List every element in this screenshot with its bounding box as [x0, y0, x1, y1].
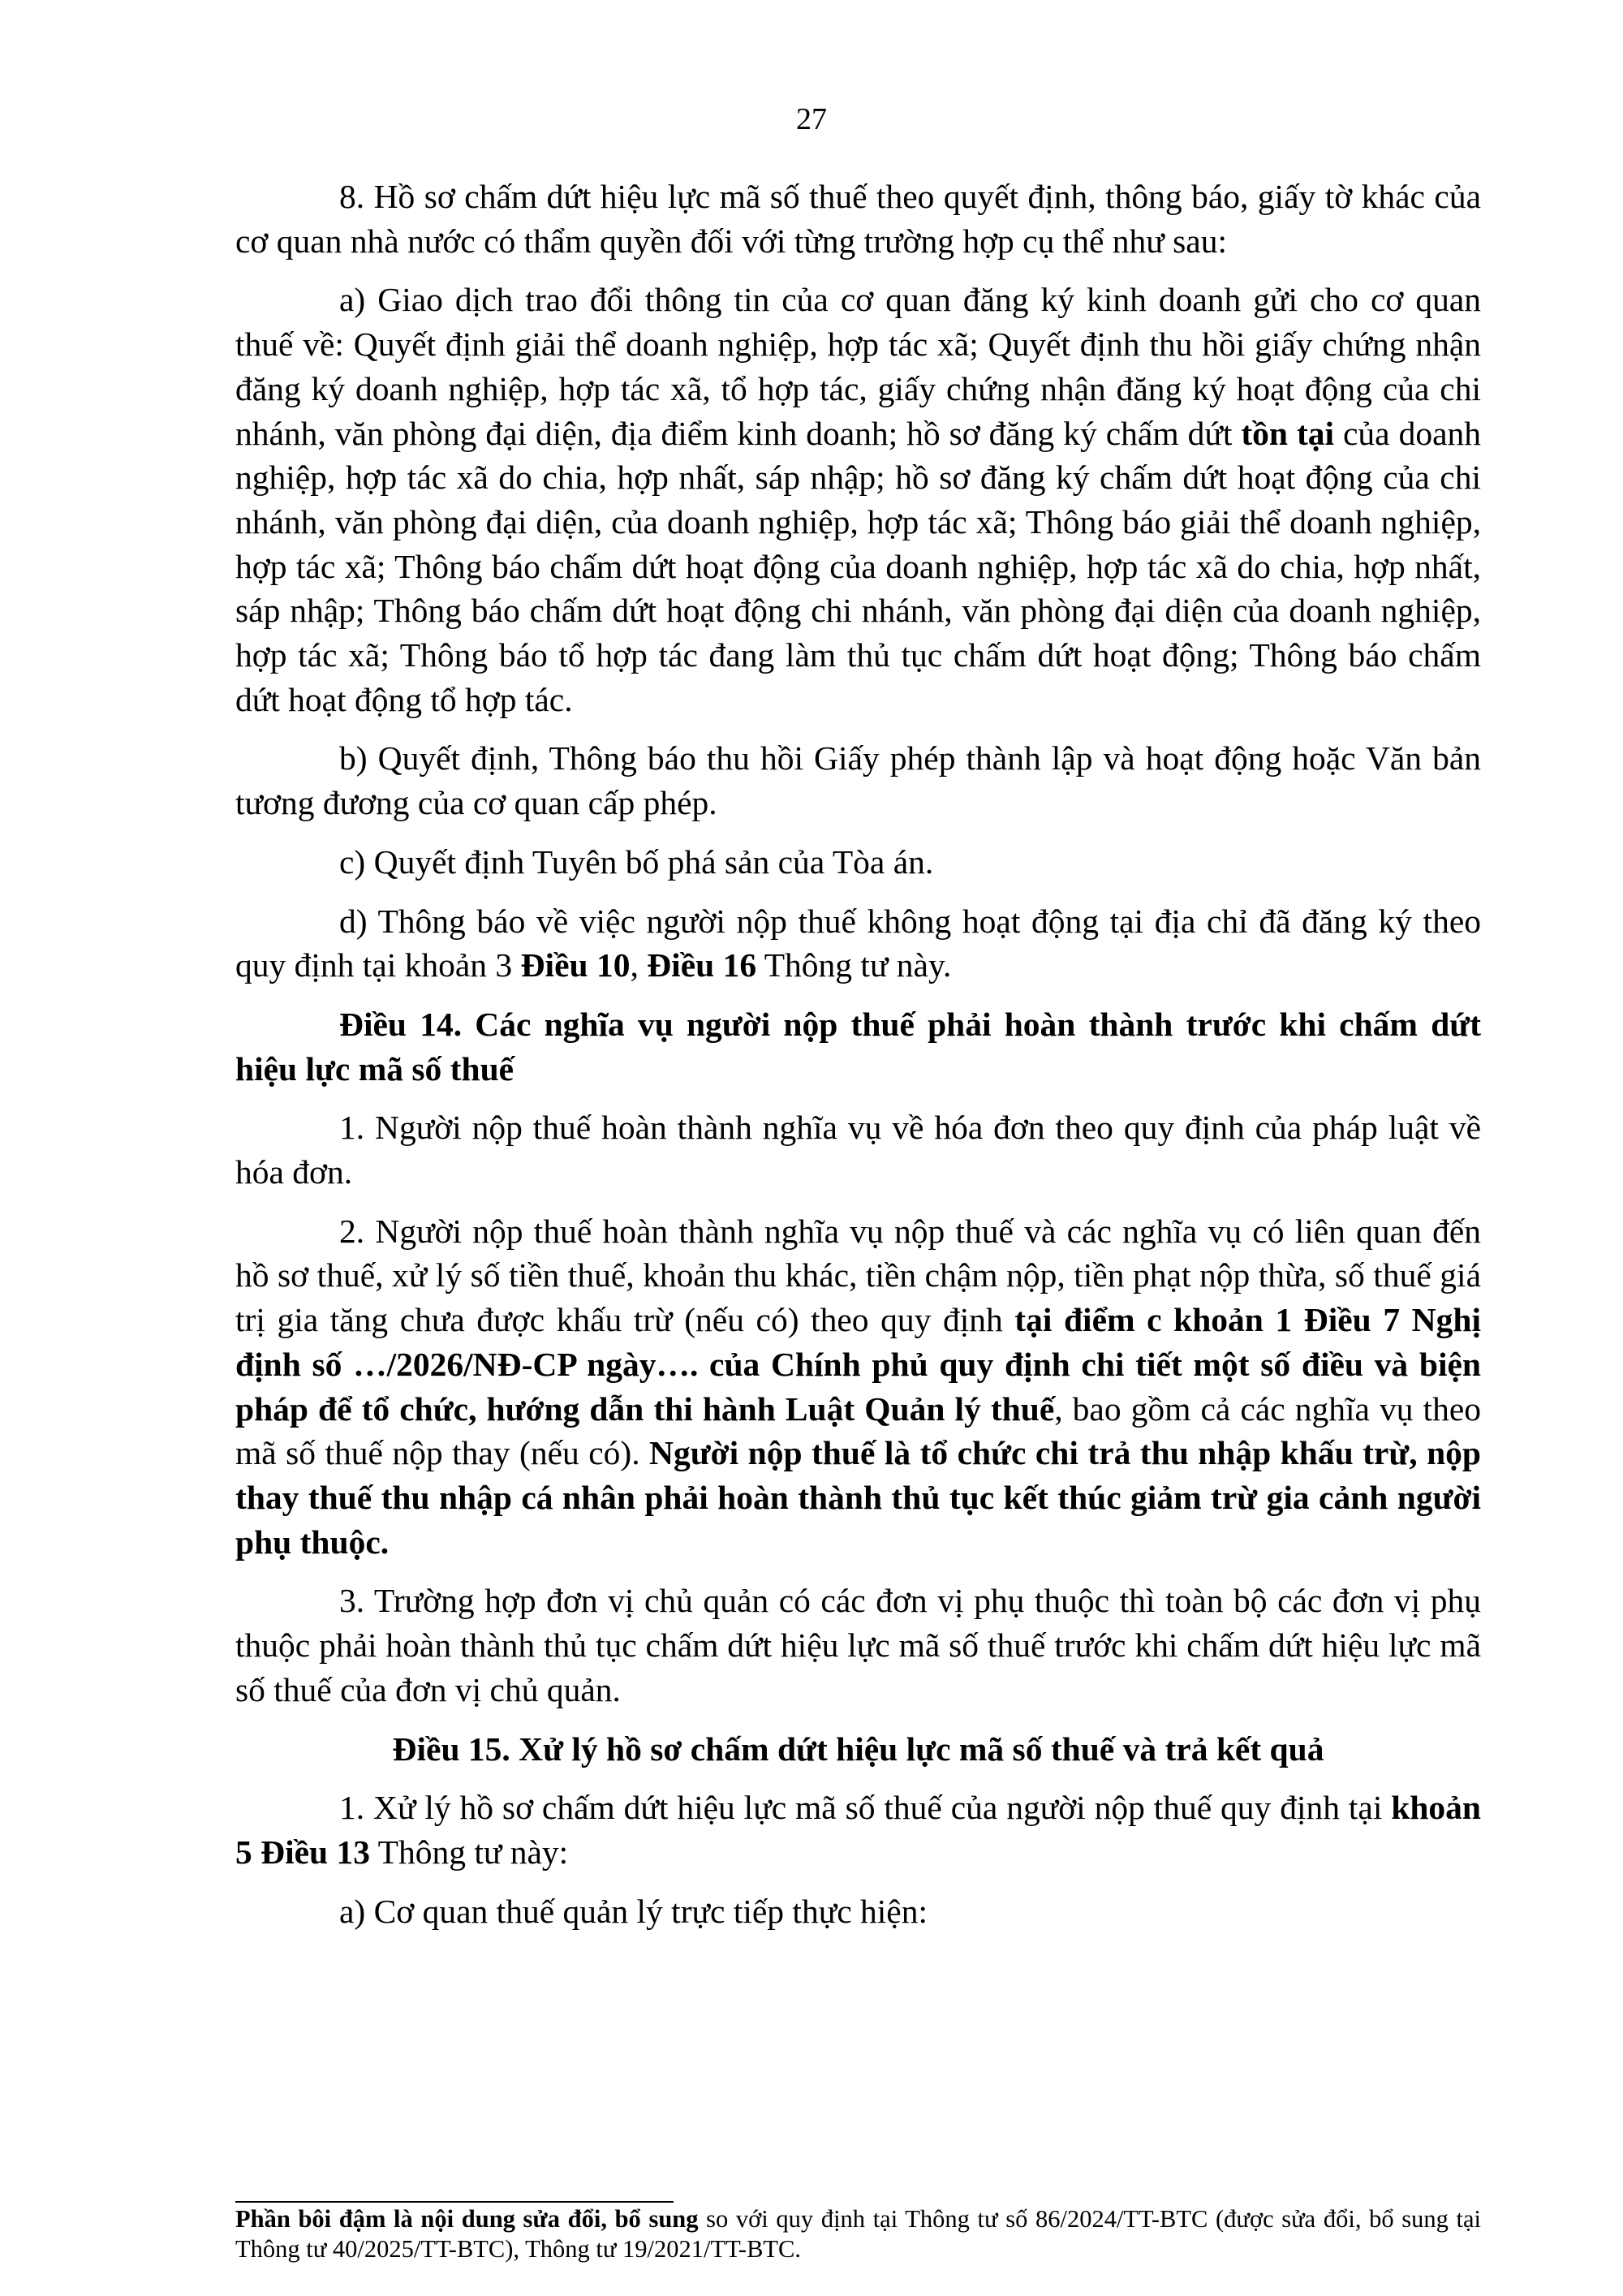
bold-amendment: khoản 5 Điều 13: [235, 1789, 1481, 1871]
text-run: ,: [630, 946, 648, 984]
article-14-clause-3: 3. Trường hợp đơn vị chủ quản có các đơn vị phụ thuộc thì toàn bộ các đơn vị phụ thuộc phải hoàn thành thủ tục chấm dứt hiệu lực mã số thuế trước khi chấm dứt hiệu lực mã số thuế của đơn vị chủ quản.: [235, 1582, 1481, 1708]
text-run: 2. Người nộp thuế hoàn thành nghĩa vụ nộp thuế và các nghĩa vụ có liên quan đến hồ sơ thuế, xử lý số tiền thuế, khoản thu khác, tiền chậm nộp, tiền phạt nộp thừa, số thuế giá trị gia tăng chưa được khấu trừ (nếu có) theo quy định: [235, 1212, 1481, 1339]
bold-amendment: Điều 16: [647, 946, 757, 984]
text-run: của doanh nghiệp, hợp tác xã do chia, hợp nhất, sáp nhập; hồ sơ đăng ký chấm dứt hoạt động của chi nhánh, văn phòng đại diện, của doanh nghiệp, hợp tác xã; Thông báo giải thể doanh nghiệp, hợp tác xã; Thông báo chấm dứt hoạt động của doanh nghiệp, hợp tác xã do chia, hợp nhất, sáp nhập; Thông báo chấm dứt hoạt động chi nhánh, văn phòng đại diện của doanh nghiệp, hợp tác xã; Thông báo tổ hợp tác đang làm thủ tục chấm dứt hoạt động; Thông báo chấm dứt hoạt động tổ hợp tác.: [235, 414, 1481, 718]
paragraph-8d: [235, 899, 1481, 988]
article-15-clause-1a: a) Cơ quan thuế quản lý trực tiếp thực hiện:: [339, 1892, 928, 1930]
footnote-bold: Phần bôi đậm là nội dung sửa đổi, bổ sung: [235, 2205, 699, 2233]
text-run: , bao gồm cả các nghĩa vụ theo mã số thuế nộp thay (nếu có).: [235, 1389, 1481, 1472]
paragraph-8: 8. Hồ sơ chấm dứt hiệu lực mã số thuế theo quyết định, thông báo, giấy tờ khác của cơ quan nhà nước có thẩm quyền đối với từng trường hợp cụ thể như sau:: [235, 178, 1481, 260]
document-body: [235, 174, 1481, 1948]
bold-amendment: Người nộp thuế là tổ chức chi trả thu nhập khấu trừ, nộp thay thuế thu nhập cá nhân phải hoàn thành thủ tục kết thúc giảm trừ gia cảnh người phụ thuộc.: [235, 1434, 1481, 1561]
article-14-heading: Điều 14. Các nghĩa vụ người nộp thuế phải hoàn thành trước khi chấm dứt hiệu lực mã số thuế: [235, 1005, 1481, 1088]
bold-amendment: tồn tại: [1241, 414, 1335, 452]
paragraph-8a: [235, 278, 1481, 722]
footnote-text: so với quy định tại Thông tư số 86/2024/TT-BTC (được sửa đổi, bổ sung tại Thông tư 40/2025/TT-BTC), Thông tư 19/2021/TT-BTC.: [235, 2205, 1481, 2263]
bold-amendment: tại điểm c khoản 1 Điều 7 Nghị định số …/2026/NĐ-CP ngày…. của Chính phủ quy định chi tiết một số điều và biện pháp để tổ chức, hướng dẫn thi hành Luật Quản lý thuế: [235, 1301, 1481, 1428]
text-run: Thông tư này.: [756, 946, 952, 984]
article-14-clause-1: 1. Người nộp thuế hoàn thành nghĩa vụ về hóa đơn theo quy định của pháp luật về hóa đơn.: [235, 1109, 1481, 1191]
page-number: 27: [796, 102, 827, 136]
footnote-divider: [235, 2201, 674, 2203]
text-run: 1. Xử lý hồ sơ chấm dứt hiệu lực mã số thuế của người nộp thuế quy định tại: [339, 1789, 1392, 1827]
bold-amendment: Điều 10: [520, 946, 631, 984]
article-15-clause-1: [235, 1786, 1481, 1874]
article-14-clause-2: [235, 1209, 1481, 1565]
paragraph-8c: c) Quyết định Tuyên bố phá sản của Tòa án.: [339, 842, 934, 881]
footnote: [235, 2204, 1481, 2264]
paragraph-8b: b) Quyết định, Thông báo thu hồi Giấy phép thành lập và hoạt động hoặc Văn bản tương đương của cơ quan cấp phép.: [235, 739, 1481, 822]
text-run: a) Giao dịch trao đổi thông tin của cơ quan đăng ký kinh doanh gửi cho cơ quan thuế về: Quyết định giải thể doanh nghiệp, hợp tác xã; Quyết định thu hồi giấy chứng nhận đăng ký doanh nghiệp, hợp tác xã, tổ hợp tác, giấy chứng nhận đăng ký hoạt động của chi nhánh, văn phòng đại diện, địa điểm kinh doanh; hồ sơ đăng ký chấm dứt: [235, 281, 1481, 452]
article-15-heading: Điều 15. Xử lý hồ sơ chấm dứt hiệu lực mã số thuế và trả kết quả: [392, 1730, 1324, 1768]
text-run: Thông tư này:: [370, 1833, 569, 1871]
text-run: d) Thông báo về việc người nộp thuế không hoạt động tại địa chỉ đã đăng ký theo quy định tại khoản 3: [235, 902, 1481, 984]
